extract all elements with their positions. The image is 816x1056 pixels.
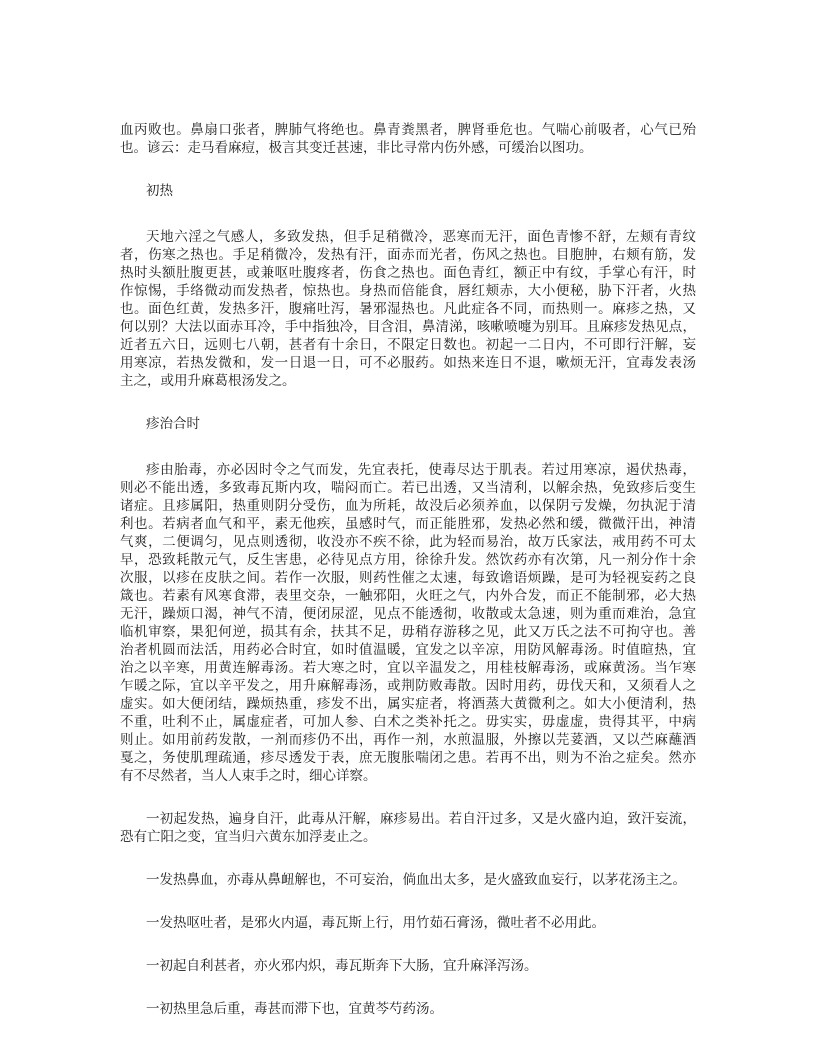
paragraph-line: 天地六淫之气感人，多致发热，但手足稍微冷，恶寒而无汗，面色青惨不舒，左颊有青纹 — [146, 229, 696, 245]
paragraph-line: 临机审察，果犯何逆，损其有余，扶其不足，毋稍存游移之见，此又万氏之法不可拘守也。善 — [120, 624, 696, 640]
paragraph-line: 治者机圆而法活，用药必合时宜，如时值温暖，宜发之以辛凉，用防风解毒汤。时值暄热，宜 — [120, 642, 696, 658]
paragraph-line: 虚实。如大便闭结，躁烦热重，疹发不出，属实症者，将酒蒸大黄微利之。如大小便清利，热 — [120, 696, 696, 712]
paragraph-line: 不重，吐利不止，属虚症者，可加人参、白术之类补托之。毋实实，毋虚虚，贵得其平，中病 — [120, 714, 696, 730]
paragraph-line: 主之，或用升麻葛根汤发之。 — [120, 373, 296, 389]
item-paragraph: 一初热里急后重，毒甚而滞下也，宜黄芩芍药汤。 — [146, 1001, 443, 1017]
paragraph-line: 作惊惕，手络微动而发热者，惊热也。身热而倍能食，唇红颊赤，大小便秘，胁下汗者，火热 — [120, 283, 696, 299]
item-paragraph: 一初起自利甚者，亦火邪内炽，毒瓦斯奔下大肠，宜升麻泽泻汤。 — [146, 958, 538, 974]
paragraph-line: 治之以辛寒，用黄连解毒汤。若大寒之时，宜以辛温发之，用桂枝解毒汤，或麻黄汤。当乍寒 — [120, 660, 696, 676]
paragraph-line: 则止。如用前药发散，一剂而疹仍不出，再作一剂，水煎温服，外擦以芫荽酒，又以苎麻蘸酒 — [120, 732, 696, 748]
paragraph-line: 早，恐致耗散元气，反生害患，必待见点方用，徐徐升发。然饮药亦有次第，凡一剂分作十余 — [120, 552, 696, 568]
section-heading-zhenzhi: 疹治合时 — [146, 416, 200, 432]
section-heading-chure: 初热 — [146, 183, 173, 199]
item-paragraph: 一发热鼻血，亦毒从鼻衄解也，不可妄治，倘血出太多，是火盛致血妄行，以茅花汤主之。 — [146, 872, 686, 888]
item-paragraph-line: 恐有亡阳之变，宜当归六黄东加浮麦止之。 — [120, 829, 377, 845]
paragraph-line: 疹由胎毒，亦必因时令之气而发，先宜表托，使毒尽达于肌表。若过用寒凉，遏伏热毒， — [146, 462, 696, 478]
intro-line-2: 也。谚云：走马看麻痘，极言其变迁甚速，非比寻常内伤外感，可缓治以图功。 — [120, 140, 593, 156]
paragraph-line: 者，伤寒之热也。手足稍微冷，发热有汗，面赤而光者，伤风之热也。目胞肿，右颊有筋，发 — [120, 247, 696, 263]
paragraph-line: 利也。若病者血气和平，素无他疾，虽感时气，而正能胜邪，发热必然和缓，微微汗出，神清 — [120, 516, 696, 532]
paragraph-line: 近者五六日，远则七八朝，甚者有十余日，不限定日数也。初起一二日内，不可即行汗解，妄 — [120, 337, 696, 353]
paragraph-line: 诸症。且疹属阳，热重则阴分受伤，血为所耗，故没后必须养血，以保阴亏发燥，勿执泥于清 — [120, 498, 696, 514]
paragraph-line: 有不尽然者，当人人束手之时，细心详察。 — [120, 768, 377, 784]
intro-line-1: 血丙败也。鼻扇口张者，脾肺气将绝也。鼻青粪黑者，脾肾垂危也。气喘心前吸者，心气已殆 — [120, 122, 696, 138]
paragraph-line: 热时头额肚腹更甚，或兼呕吐腹疼者，伤食之热也。面色青红，额正中有纹，手掌心有汗，时 — [120, 265, 696, 281]
paragraph-line: 何以别？大法以面赤耳冷，手中指独冷，目含泪，鼻清涕，咳嗽喷嚏为别耳。且麻疹发热见点， — [120, 319, 696, 335]
item-paragraph: 一发热呕吐者，是邪火内逼，毒瓦斯上行，用竹茹石膏汤，微吐者不必用此。 — [146, 915, 605, 931]
paragraph-line: 则必不能出透，多致毒瓦斯内攻，喘闷而亡。若已出透，又当清利，以解余热，免致疹后变生 — [120, 480, 696, 496]
paragraph-line: 气爽，二便调匀，见点则透彻，收没亦不疾不徐，此为轻而易治，故万氏家法，戒用药不可太 — [120, 534, 696, 550]
paragraph-line: 无汗，躁烦口渴，神气不清，便闭尿涩，见点不能透彻，收散或太急速，则为重而难治，急宜 — [120, 606, 696, 622]
item-paragraph-line: 一初起发热，遍身自汗，此毒从汗解，麻疹易出。若自汗过多，又是火盛内迫，致汗妄流， — [146, 811, 696, 827]
paragraph-line: 次服，以疹在皮肤之间。若作一次服，则药性催之太速，每致谵语烦躁，是可为轻视妄药之良 — [120, 570, 696, 586]
paragraph-line: 也。面色红黄，发热多汗，腹痛吐泻，暑邪湿热也。凡此症各不同，而热则一。麻疹之热，又 — [120, 301, 696, 317]
paragraph-line: 乍暖之际，宜以辛平发之，用升麻解毒汤，或荆防败毒散。因时用药，毋伐天和，又须看人之 — [120, 678, 696, 694]
paragraph-line: 戛之，务使肌理疏通，疹尽透发于表，庶无腹胀喘闭之患。若再不出，则为不治之症矣。然亦 — [120, 750, 696, 766]
paragraph-line: 箴也。若素有风寒食滞，表里交杂，一触邪阳，火旺之气，内外合发，而正不能制邪，必大热 — [120, 588, 696, 604]
paragraph-line: 用寒凉，若热发微和，发一日退一日，可不必服药。如热来连日不退，嗽烦无汗，宜毒发表汤 — [120, 355, 696, 371]
